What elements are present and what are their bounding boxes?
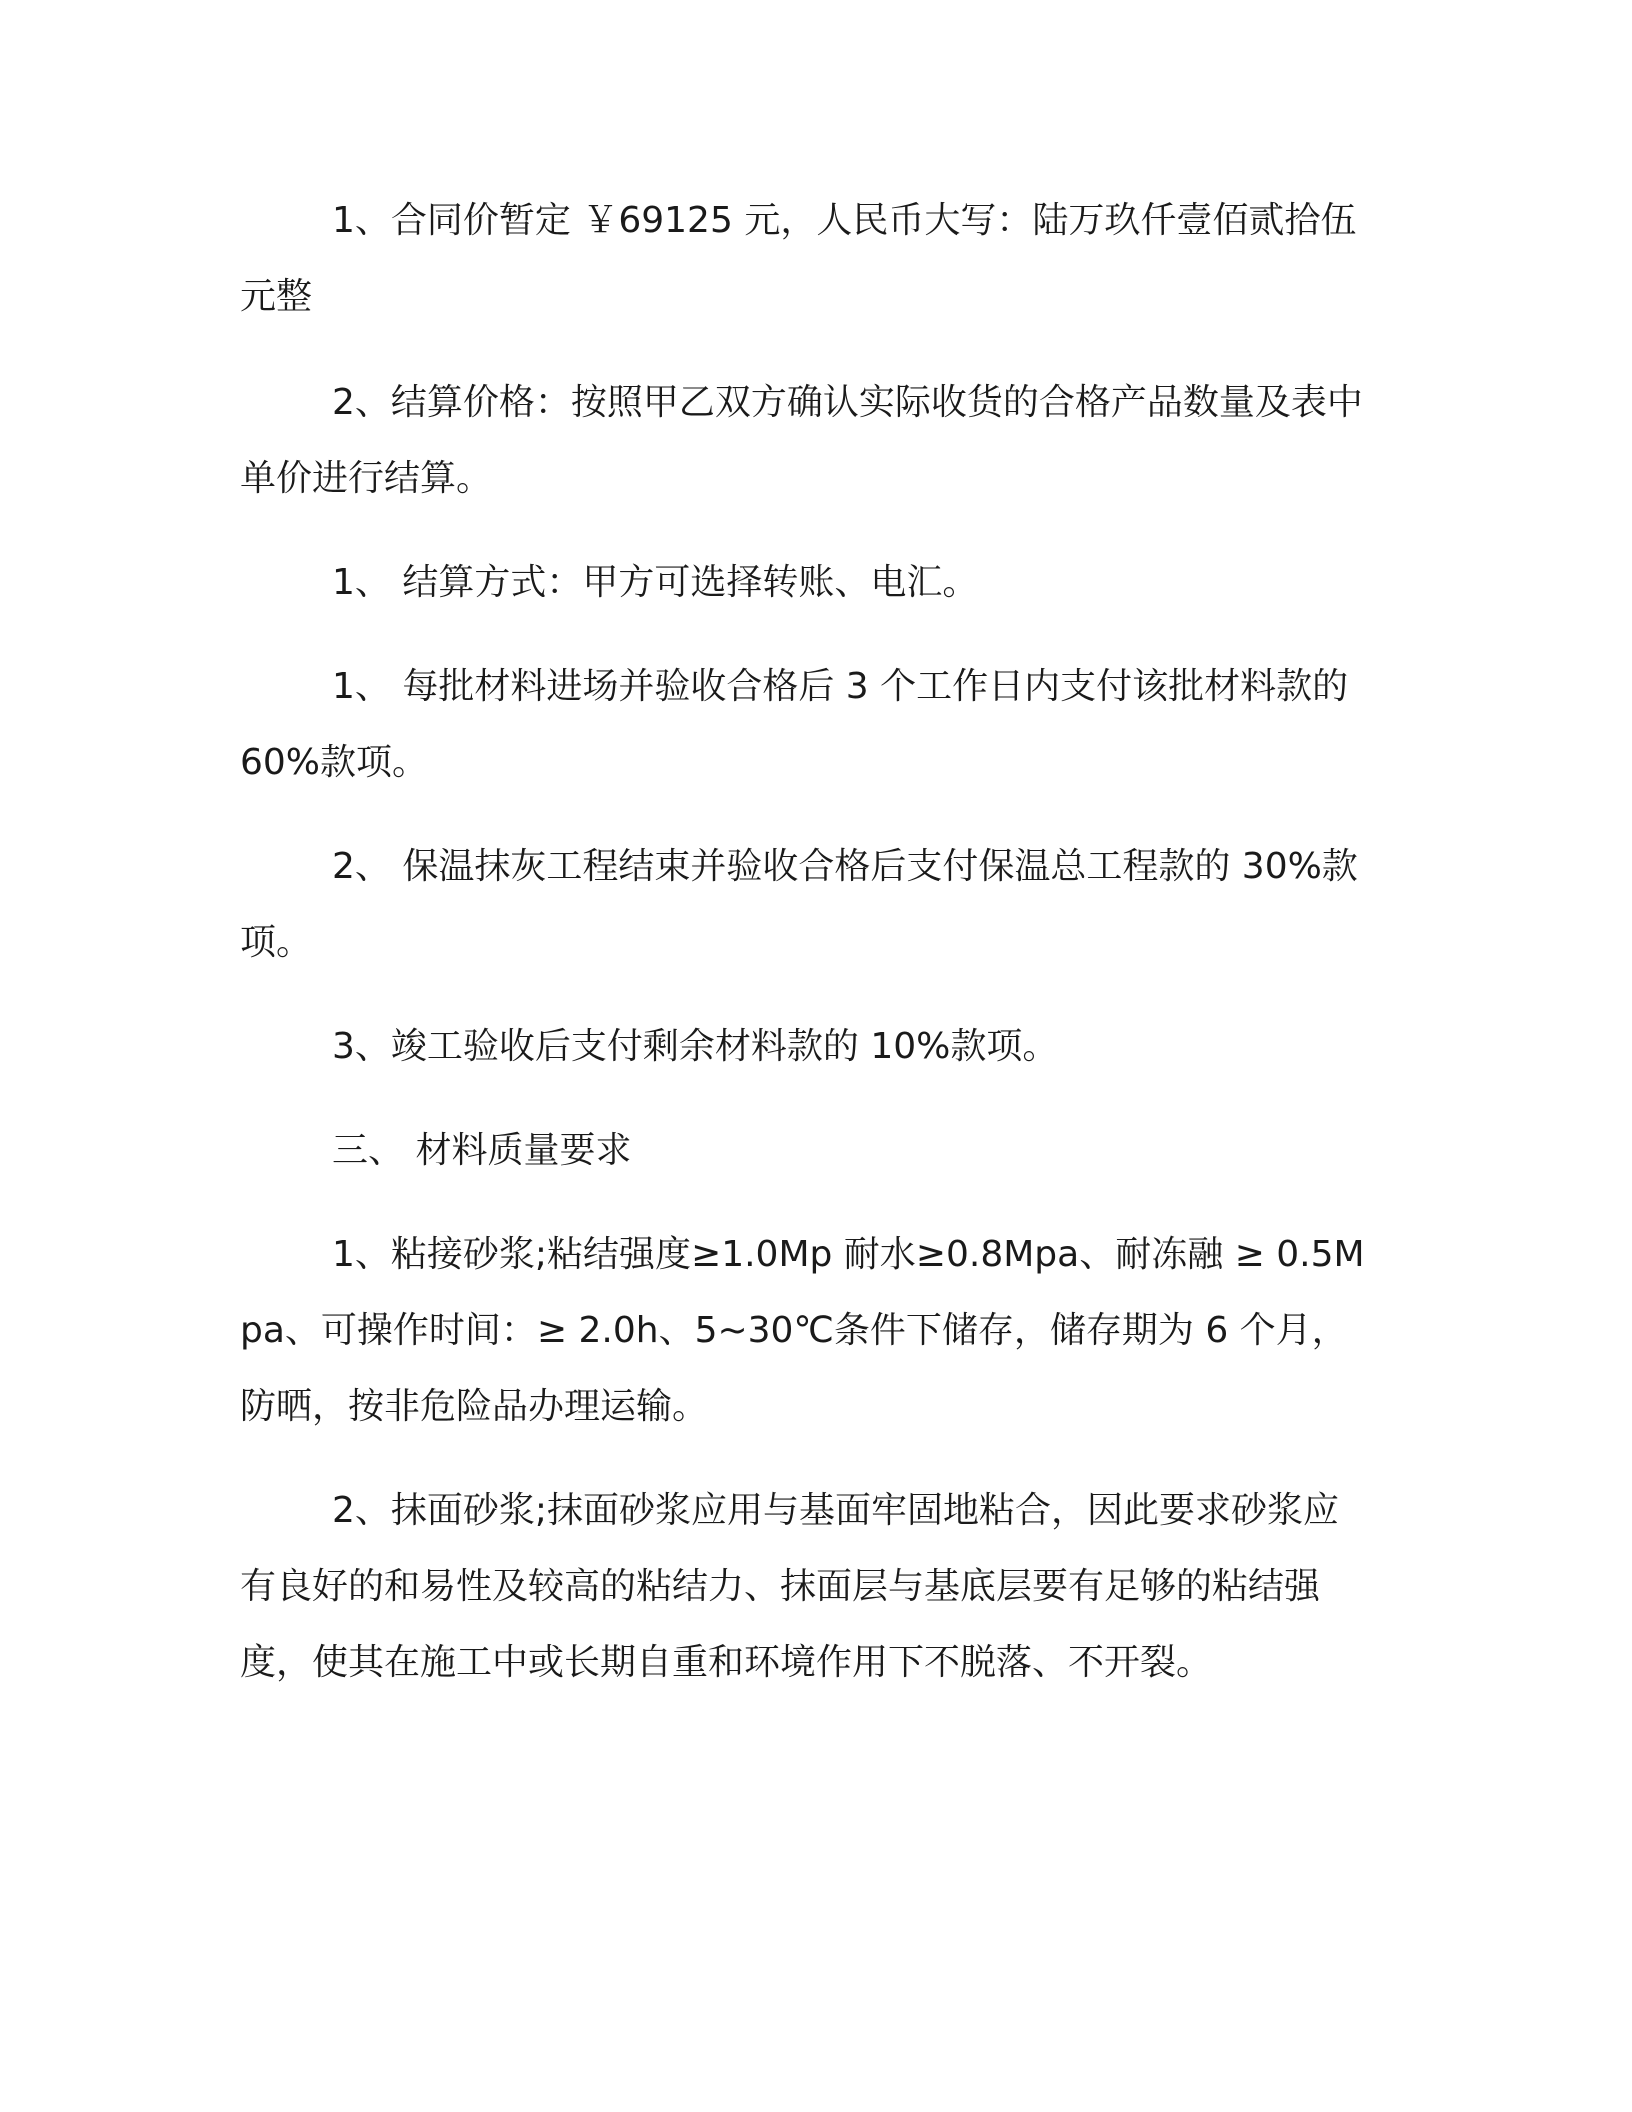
section-heading-material-quality: 三、 材料质量要求 — [332, 1130, 632, 1171]
paragraph-payment-30: 2、 保温抹灰工程结束并验收合格后支付保温总工程款的 30%款项。 — [240, 846, 1358, 963]
paragraph-settlement-method: 1、 结算方式：甲方可选择转账、电汇。 — [332, 562, 979, 603]
paragraph-payment-10: 3、竣工验收后支付剩余材料款的 10%款项。 — [332, 1026, 1059, 1067]
paragraph-contract-price: 1、合同价暂定 ￥69125 元，人民币大写：陆万玖仟壹佰贰拾伍元整 — [240, 200, 1357, 317]
paragraph-bonding-mortar: 1、粘接砂浆;粘结强度≥1.0Mp 耐水≥0.8Mpa、耐冻融 ≥ 0.5Mpa、可操作时间：≥ 2.0h、5~30℃条件下储存，储存期为 6 个月，防晒，按非危险品办理运输。 — [240, 1234, 1365, 1427]
paragraph-plastering-mortar: 2、抹面砂浆;抹面砂浆应用与基面牢固地粘合，因此要求砂浆应有良好的和易性及较高的粘结力、抹面层与基底层要有足够的粘结强度，使其在施工中或长期自重和环境作用下不脱落、不开裂。 — [240, 1490, 1340, 1683]
paragraph-settlement-price: 2、结算价格：按照甲乙双方确认实际收货的合格产品数量及表中单价进行结算。 — [240, 382, 1363, 499]
paragraph-payment-60: 1、 每批材料进场并验收合格后 3 个工作日内支付该批材料款的 60%款项。 — [240, 666, 1349, 783]
